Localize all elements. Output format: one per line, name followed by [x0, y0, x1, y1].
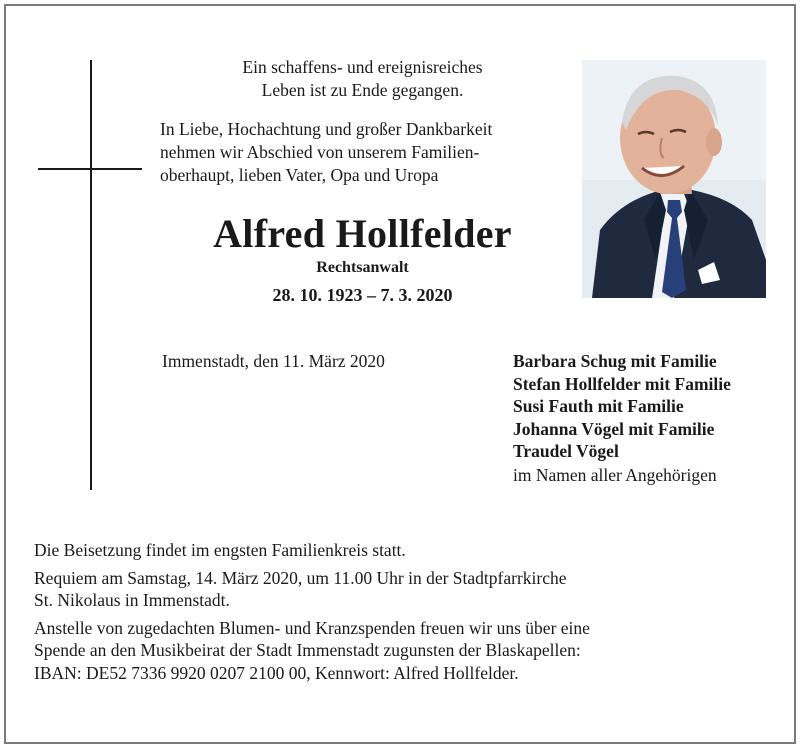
- mourner-name: Johanna Vögel mit Familie: [513, 418, 715, 439]
- deceased-title: Rechtsanwalt: [316, 259, 409, 276]
- portrait-photo-drawing: [582, 60, 766, 298]
- donation-line: Anstelle von zugedachten Blumen- und Kranzspenden freuen wir uns über eine: [34, 617, 590, 638]
- mourners-closing: im Namen aller Angehörigen: [513, 464, 717, 485]
- burial-info: Die Beisetzung findet im engsten Familienkreis statt.: [34, 540, 406, 560]
- dedication-line: In Liebe, Hochachtung und großer Dankbarkeit: [160, 119, 493, 139]
- dedication-line: nehmen wir Abschied von unserem Familien-: [160, 142, 480, 162]
- mourner-name: Barbara Schug mit Familie: [513, 351, 717, 371]
- donation-line: IBAN: DE52 7336 9920 0207 2100 00, Kennwort: Alfred Hollfelder.: [34, 662, 519, 683]
- requiem-line: Requiem am Samstag, 14. März 2020, um 11.00 Uhr in der Stadtpfarrkirche: [34, 567, 567, 588]
- dedication-text: [160, 118, 570, 187]
- dedication-line: oberhaupt, lieben Vater, Opa und Uropa: [160, 165, 439, 185]
- cross-icon: [90, 60, 92, 490]
- mourner-name: Susi Fauth mit Familie: [513, 396, 684, 416]
- mourner-name: Traudel Vögel: [513, 441, 619, 461]
- deceased-name: Alfred Hollfelder: [213, 211, 512, 256]
- mourner-name: Stefan Hollfelder mit Familie: [513, 373, 731, 394]
- intro-line: Leben ist zu Ende gegangen.: [261, 80, 464, 100]
- donation-info: [34, 617, 774, 685]
- portrait-photo: [582, 60, 766, 298]
- intro-line: Ein schaffens- und ereignisreiches: [242, 57, 483, 77]
- donation-line: Spende an den Musikbeirat der Stadt Immenstadt zugunsten der Blaskapellen:: [34, 640, 581, 660]
- requiem-line: St. Nikolaus in Immenstadt.: [34, 590, 230, 610]
- place-and-date: Immenstadt, den 11. März 2020: [162, 351, 385, 371]
- requiem-info: [34, 567, 774, 612]
- funeral-information: [34, 539, 774, 689]
- life-dates: 28. 10. 1923 – 7. 3. 2020: [272, 285, 453, 305]
- intro-text: [160, 56, 565, 102]
- cross-icon-bar: [38, 168, 142, 170]
- mourners-list: [513, 350, 783, 486]
